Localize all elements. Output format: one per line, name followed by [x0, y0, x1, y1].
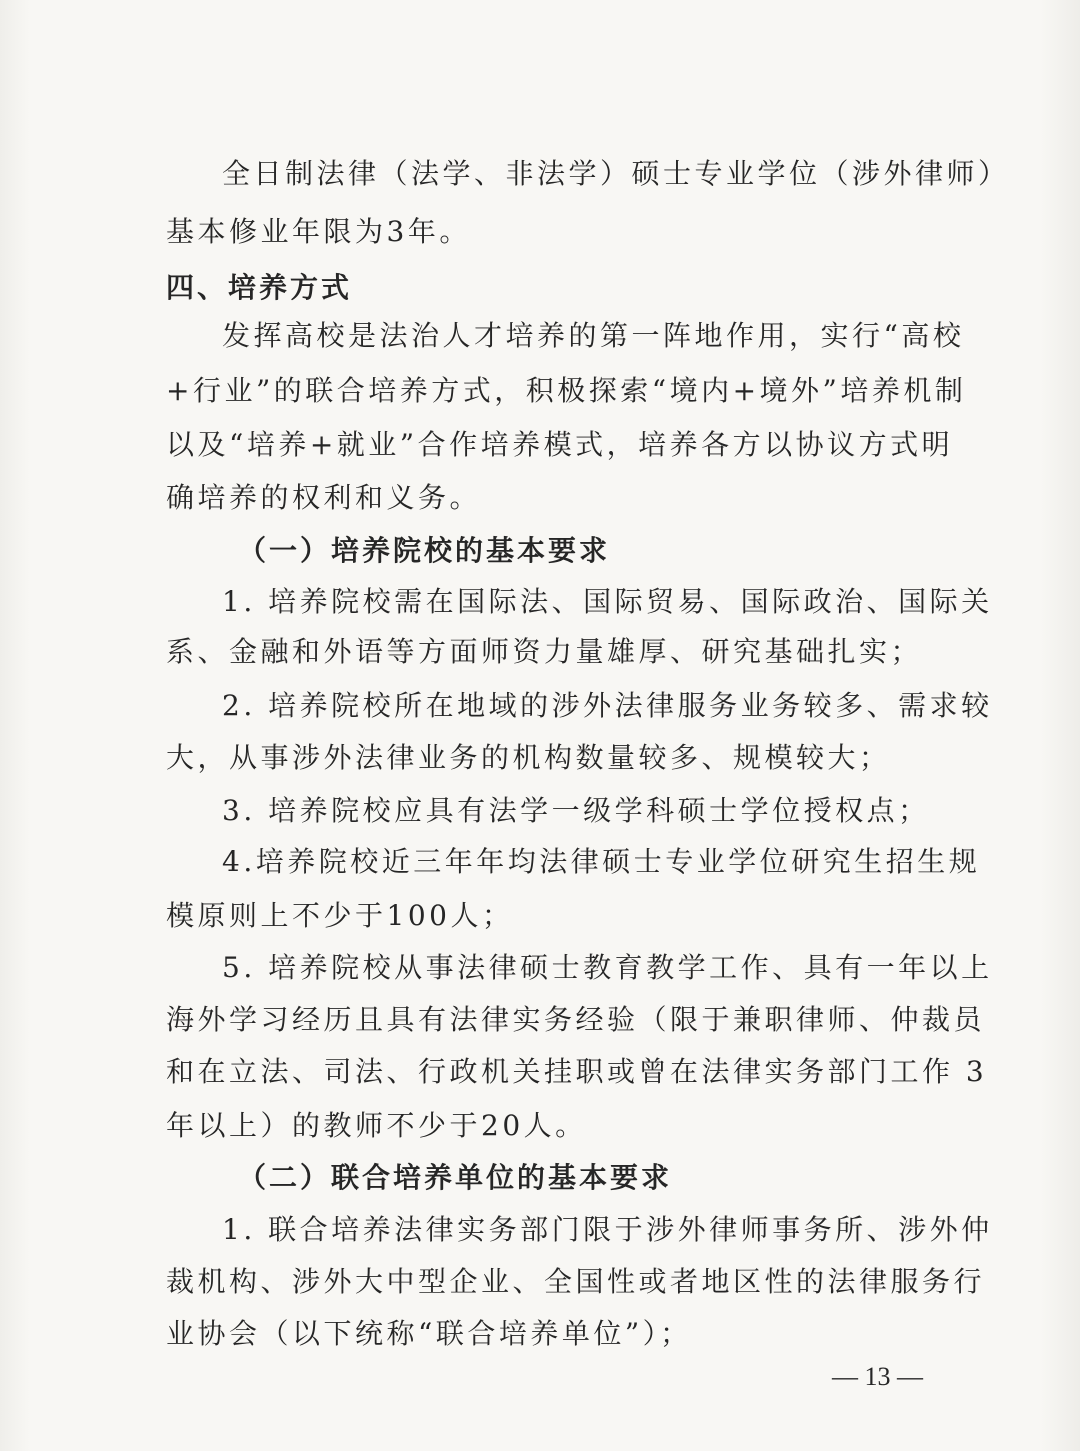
section-heading: 四、培养方式: [166, 271, 353, 304]
list-item-line: 系、金融和外语等方面师资力量雄厚、研究基础扎实；: [166, 635, 923, 668]
list-item-line: 5. 培养院校从事法律硕士教育教学工作、具有一年以上: [222, 951, 993, 984]
list-item-line: 业协会（以下统称“联合培养单位”）；: [166, 1317, 692, 1350]
paragraph-line: 确培养的权利和义务。: [166, 481, 482, 514]
paragraph-line: +行业”的联合培养方式，积极探索“境内+境外”培养机制: [166, 374, 967, 407]
paragraph-line: 发挥高校是法治人才培养的第一阵地作用，实行“高校: [222, 319, 965, 352]
list-item-line: 4.培养院校近三年年均法律硕士专业学位研究生招生规: [222, 845, 981, 878]
list-item-line: 和在立法、司法、行政机关挂职或曾在法律实务部门工作 3: [166, 1055, 988, 1088]
list-item-line: 海外学习经历且具有法律实务经验（限于兼职律师、仲裁员: [166, 1003, 986, 1036]
list-item-line: 模原则上不少于100人；: [166, 899, 514, 932]
list-item-line: 1. 培养院校需在国际法、国际贸易、国际政治、国际关: [222, 585, 993, 618]
list-item-line: 2. 培养院校所在地域的涉外法律服务业务较多、需求较: [222, 689, 993, 722]
paragraph-line: 基本修业年限为3年。: [166, 215, 471, 248]
list-item-line: 3. 培养院校应具有法学一级学科硕士学位授权点；: [222, 794, 930, 827]
paragraph-line: 全日制法律（法学、非法学）硕士专业学位（涉外律师）: [222, 157, 1010, 190]
list-item-line: 裁机构、涉外大中型企业、全国性或者地区性的法律服务行: [166, 1265, 986, 1298]
list-item-line: 1. 联合培养法律实务部门限于涉外律师事务所、涉外仲: [222, 1213, 993, 1246]
page-number: — 13 —: [832, 1362, 923, 1391]
paragraph-line: 以及“培养+就业”合作培养模式，培养各方以协议方式明: [166, 428, 954, 461]
list-item-line: 年以上）的教师不少于20人。: [166, 1109, 587, 1142]
list-item-line: 大，从事涉外法律业务的机构数量较多、规模较大；: [166, 741, 891, 774]
subsection-heading: （一）培养院校的基本要求: [238, 534, 611, 567]
subsection-heading: （二）联合培养单位的基本要求: [238, 1161, 673, 1194]
